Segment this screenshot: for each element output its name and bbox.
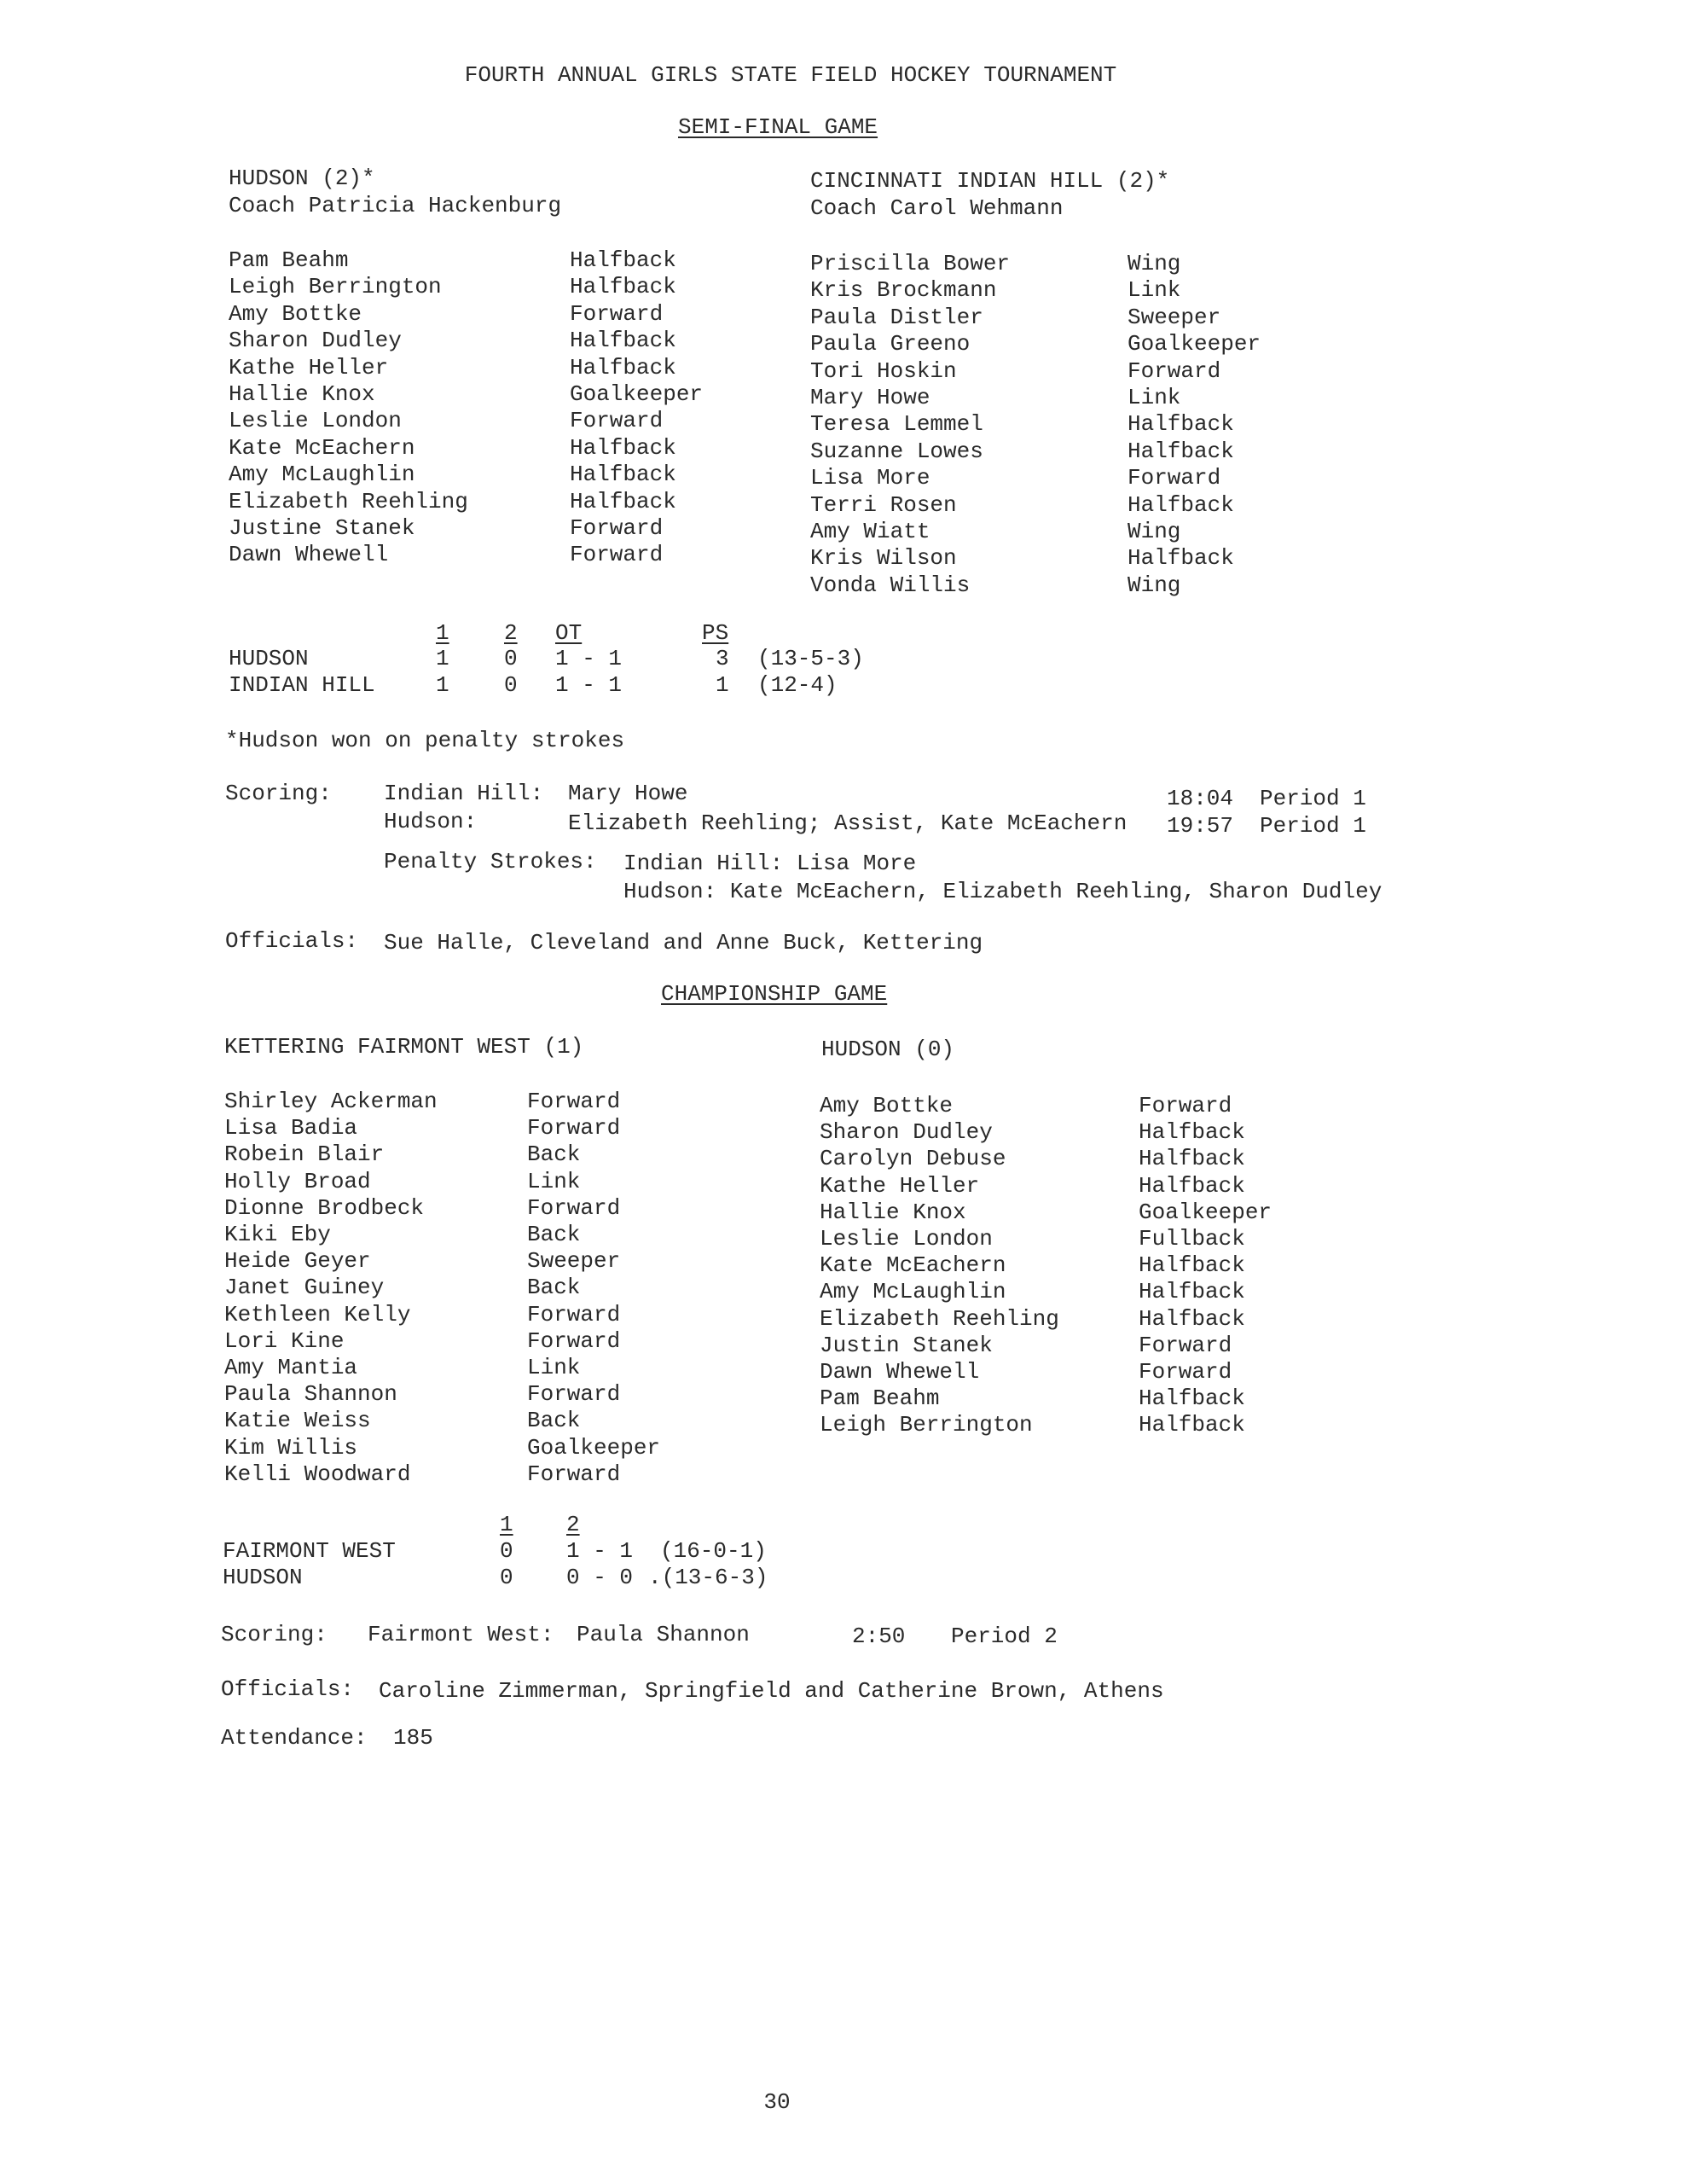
roster-player-position: Halfback — [1128, 491, 1234, 518]
roster-player-position: Back — [527, 1222, 581, 1247]
roster-player-name: Priscilla Bower — [810, 251, 1011, 276]
roster-player-position: Goalkeeper — [570, 381, 704, 407]
roster-player-position: Halfback — [1139, 1252, 1245, 1279]
score-p2: 0 — [504, 672, 518, 698]
score-team: HUDSON — [229, 646, 309, 671]
score-header-period-2: 2 — [504, 620, 518, 646]
roster-player-position: Halfback — [1139, 1119, 1245, 1146]
roster-player-name: Hallie Knox — [229, 381, 375, 407]
semi-officials: Sue Halle, Cleveland and Anne Buck, Kettering — [384, 930, 983, 956]
roster-player-name: Pam Beahm — [820, 1385, 940, 1412]
roster-player-name: Elizabeth Reehling — [229, 488, 468, 514]
roster-player-name: Sharon Dudley — [229, 328, 402, 354]
score-header-penalty-strokes: PS — [702, 620, 729, 646]
roster-player-position: Halfback — [1128, 438, 1234, 464]
roster-player-name: Lisa Badia — [224, 1115, 358, 1141]
roster-player-position: Fullback — [1139, 1226, 1245, 1252]
roster-player-position: Halfback — [1139, 1385, 1245, 1412]
roster-player-position: Forward — [1139, 1359, 1232, 1385]
document-title: FOURTH ANNUAL GIRLS STATE FIELD HOCKEY TOURNAMENT — [464, 62, 1117, 88]
roster-player-position: Forward — [1139, 1332, 1232, 1358]
roster-player-name: Terri Rosen — [810, 491, 957, 518]
score-team: HUDSON — [223, 1565, 303, 1590]
semi-right-coach: Coach Carol Wehmann — [810, 195, 1064, 221]
semi-scoring-label: Scoring: — [225, 781, 332, 806]
roster-player-name: Kate McEachern — [820, 1252, 1006, 1279]
roster-player-name: Heide Geyer — [224, 1248, 371, 1275]
roster-player-position: Forward — [527, 1381, 621, 1408]
roster-player-position: Forward — [527, 1089, 621, 1114]
score-header-period-2: 2 — [566, 1512, 580, 1537]
roster-player-position: Forward — [1139, 1093, 1232, 1118]
score-record: (13-5-3) — [757, 646, 864, 671]
roster-player-name: Kate McEachern — [229, 434, 415, 461]
roster-player-name: Kethleen Kelly — [224, 1301, 411, 1327]
roster-player-name: Paula Distler — [810, 304, 983, 330]
roster-player-name: Robein Blair — [224, 1141, 385, 1168]
roster-player-name: Holly Broad — [224, 1168, 371, 1194]
roster-player-name: Dionne Brodbeck — [224, 1194, 425, 1221]
semi-officials-label: Officials: — [225, 928, 359, 954]
scoring-team: Indian Hill: — [384, 781, 544, 806]
roster-player-position: Halfback — [1139, 1279, 1245, 1305]
champ-officials: Caroline Zimmerman, Springfield and Catherine Brown, Athens — [379, 1678, 1164, 1704]
roster-player-position: Halfback — [1139, 1172, 1245, 1199]
championship-heading: CHAMPIONSHIP GAME — [661, 981, 888, 1007]
score-team: INDIAN HILL — [229, 672, 375, 698]
roster-player-position: Goalkeeper — [527, 1434, 661, 1461]
roster-player-name: Amy Mantia — [224, 1355, 358, 1380]
semi-left-team-name: HUDSON (2)* — [229, 166, 375, 191]
roster-player-position: Halfback — [570, 488, 676, 514]
roster-player-name: Justine Stanek — [229, 515, 415, 541]
score-ot: 1 - 1 — [555, 646, 623, 671]
roster-player-name: Amy Bottke — [229, 300, 362, 327]
footnote: *Hudson won on penalty strokes — [225, 728, 625, 753]
roster-player-name: Vonda Willis — [810, 572, 971, 598]
roster-player-position: Goalkeeper — [1139, 1199, 1272, 1225]
roster-player-name: Sharon Dudley — [820, 1119, 993, 1146]
roster-player-name: Pam Beahm — [229, 247, 349, 273]
scoring-time: 19:57 — [1167, 813, 1234, 839]
score-ps: 1 — [716, 672, 729, 698]
penalty-strokes-line: Hudson: Kate McEachern, Elizabeth Reehling, Sharon Dudley — [623, 879, 1383, 904]
score-record: .(13-6-3) — [648, 1565, 768, 1590]
scoring-detail: Paula Shannon — [577, 1622, 750, 1647]
roster-player-name: Paula Greeno — [810, 331, 971, 357]
roster-player-name: Shirley Ackerman — [224, 1089, 438, 1114]
scoring-team: Fairmont West: — [368, 1622, 554, 1647]
roster-player-name: Tori Hoskin — [810, 357, 957, 384]
penalty-strokes-line: Indian Hill: Lisa More — [623, 851, 917, 876]
champ-left-team-name: KETTERING FAIRMONT WEST (1) — [224, 1034, 584, 1060]
roster-player-position: Forward — [527, 1194, 621, 1221]
roster-player-name: Kris Brockmann — [810, 277, 997, 304]
roster-player-name: Lisa More — [810, 465, 930, 491]
roster-player-position: Back — [527, 1275, 581, 1301]
champ-officials-label: Officials: — [221, 1676, 355, 1702]
scoring-period: Period 1 — [1260, 786, 1366, 811]
roster-player-position: Forward — [570, 408, 664, 434]
score-record: (12-4) — [757, 672, 838, 698]
roster-player-position: Sweeper — [527, 1248, 621, 1275]
semi-left-coach: Coach Patricia Hackenburg — [229, 193, 562, 218]
score-p2: 1 - 1 — [566, 1538, 634, 1564]
roster-player-name: Dawn Whewell — [820, 1359, 980, 1385]
roster-player-position: Link — [527, 1168, 581, 1194]
roster-player-name: Amy McLaughlin — [229, 462, 415, 488]
roster-player-position: Wing — [1128, 572, 1181, 598]
roster-player-position: Halfback — [570, 274, 676, 300]
roster-player-position: Wing — [1128, 251, 1181, 276]
roster-player-position: Link — [527, 1355, 581, 1380]
roster-player-name: Amy Wiatt — [810, 519, 930, 544]
semi-right-team-name: CINCINNATI INDIAN HILL (2)* — [810, 168, 1170, 194]
roster-player-position: Link — [1128, 385, 1181, 410]
roster-player-name: Kelli Woodward — [224, 1461, 411, 1487]
score-p1: 0 — [500, 1565, 513, 1590]
roster-player-name: Suzanne Lowes — [810, 438, 983, 464]
roster-player-position: Halfback — [1128, 411, 1234, 438]
roster-player-position: Halfback — [570, 328, 676, 354]
roster-player-position: Goalkeeper — [1128, 331, 1261, 357]
roster-player-name: Hallie Knox — [820, 1199, 966, 1225]
roster-player-name: Amy McLaughlin — [820, 1279, 1006, 1305]
roster-player-name: Carolyn Debuse — [820, 1146, 1006, 1172]
attendance-label: Attendance: — [221, 1725, 368, 1751]
champ-right-team-name: HUDSON (0) — [821, 1037, 955, 1062]
roster-player-position: Halfback — [570, 462, 676, 488]
roster-player-name: Katie Weiss — [224, 1408, 371, 1434]
champ-scoring-label: Scoring: — [221, 1622, 328, 1647]
roster-player-position: Forward — [527, 1461, 621, 1487]
score-p1: 1 — [436, 646, 449, 671]
roster-player-position: Halfback — [570, 354, 676, 380]
roster-player-position: Back — [527, 1408, 581, 1434]
roster-player-name: Paula Shannon — [224, 1381, 397, 1408]
penalty-strokes-label: Penalty Strokes: — [384, 849, 597, 874]
roster-player-position: Halfback — [1128, 545, 1234, 572]
roster-player-position: Forward — [527, 1301, 621, 1327]
score-team: FAIRMONT WEST — [223, 1538, 396, 1564]
score-ps: 3 — [716, 646, 729, 671]
roster-player-name: Kris Wilson — [810, 545, 957, 572]
roster-player-position: Wing — [1128, 519, 1181, 544]
roster-player-name: Kathe Heller — [229, 354, 389, 380]
roster-player-name: Lori Kine — [224, 1327, 345, 1354]
roster-player-name: Teresa Lemmel — [810, 411, 983, 438]
scoring-time: 18:04 — [1167, 786, 1234, 811]
roster-player-name: Kathe Heller — [820, 1172, 980, 1199]
score-p2: 0 — [504, 646, 518, 671]
roster-player-position: Back — [527, 1141, 581, 1168]
roster-player-position: Halfback — [1139, 1305, 1245, 1332]
roster-player-name: Elizabeth Reehling — [820, 1305, 1059, 1332]
scoring-period: Period 1 — [1260, 813, 1366, 839]
semi-final-heading: SEMI-FINAL GAME — [678, 114, 878, 140]
roster-player-position: Halfback — [570, 434, 676, 461]
attendance-value: 185 — [393, 1725, 433, 1751]
roster-player-name: Leslie London — [229, 408, 402, 434]
scoring-detail: Elizabeth Reehling; Assist, Kate McEachern — [568, 810, 1128, 836]
roster-player-name: Leigh Berrington — [229, 274, 442, 300]
scoring-period: Period 2 — [951, 1623, 1058, 1649]
roster-player-position: Forward — [527, 1115, 621, 1141]
roster-player-position: Forward — [527, 1327, 621, 1354]
roster-player-name: Kim Willis — [224, 1434, 358, 1461]
roster-player-name: Kiki Eby — [224, 1222, 331, 1247]
score-header-period-1: 1 — [436, 620, 449, 646]
roster-player-position: Forward — [570, 515, 664, 541]
score-ot: 1 - 1 — [555, 672, 623, 698]
roster-player-name: Leslie London — [820, 1226, 993, 1252]
score-p1: 1 — [436, 672, 449, 698]
roster-player-position: Forward — [570, 542, 664, 568]
roster-player-position: Forward — [1128, 465, 1221, 491]
roster-player-position: Halfback — [1139, 1412, 1245, 1438]
roster-player-position: Link — [1128, 277, 1181, 304]
scoring-time: 2:50 — [852, 1623, 906, 1649]
scoring-team: Hudson: — [384, 809, 478, 834]
roster-player-name: Justin Stanek — [820, 1332, 993, 1358]
roster-player-name: Dawn Whewell — [229, 542, 389, 568]
roster-player-name: Amy Bottke — [820, 1093, 954, 1118]
score-header-overtime: OT — [555, 620, 583, 646]
page-number: 30 — [763, 2089, 791, 2115]
roster-player-position: Forward — [570, 300, 664, 327]
roster-player-position: Halfback — [1139, 1146, 1245, 1172]
score-header-period-1: 1 — [500, 1512, 513, 1537]
roster-player-name: Leigh Berrington — [820, 1412, 1033, 1438]
roster-player-position: Forward — [1128, 357, 1221, 384]
roster-player-position: Sweeper — [1128, 304, 1221, 330]
score-p2: 0 - 0 — [566, 1565, 634, 1590]
roster-player-name: Janet Guiney — [224, 1275, 385, 1301]
roster-player-position: Halfback — [570, 247, 676, 273]
roster-player-name: Mary Howe — [810, 385, 930, 410]
score-record: (16-0-1) — [660, 1538, 767, 1564]
score-p1: 0 — [500, 1538, 513, 1564]
scoring-detail: Mary Howe — [568, 781, 688, 806]
